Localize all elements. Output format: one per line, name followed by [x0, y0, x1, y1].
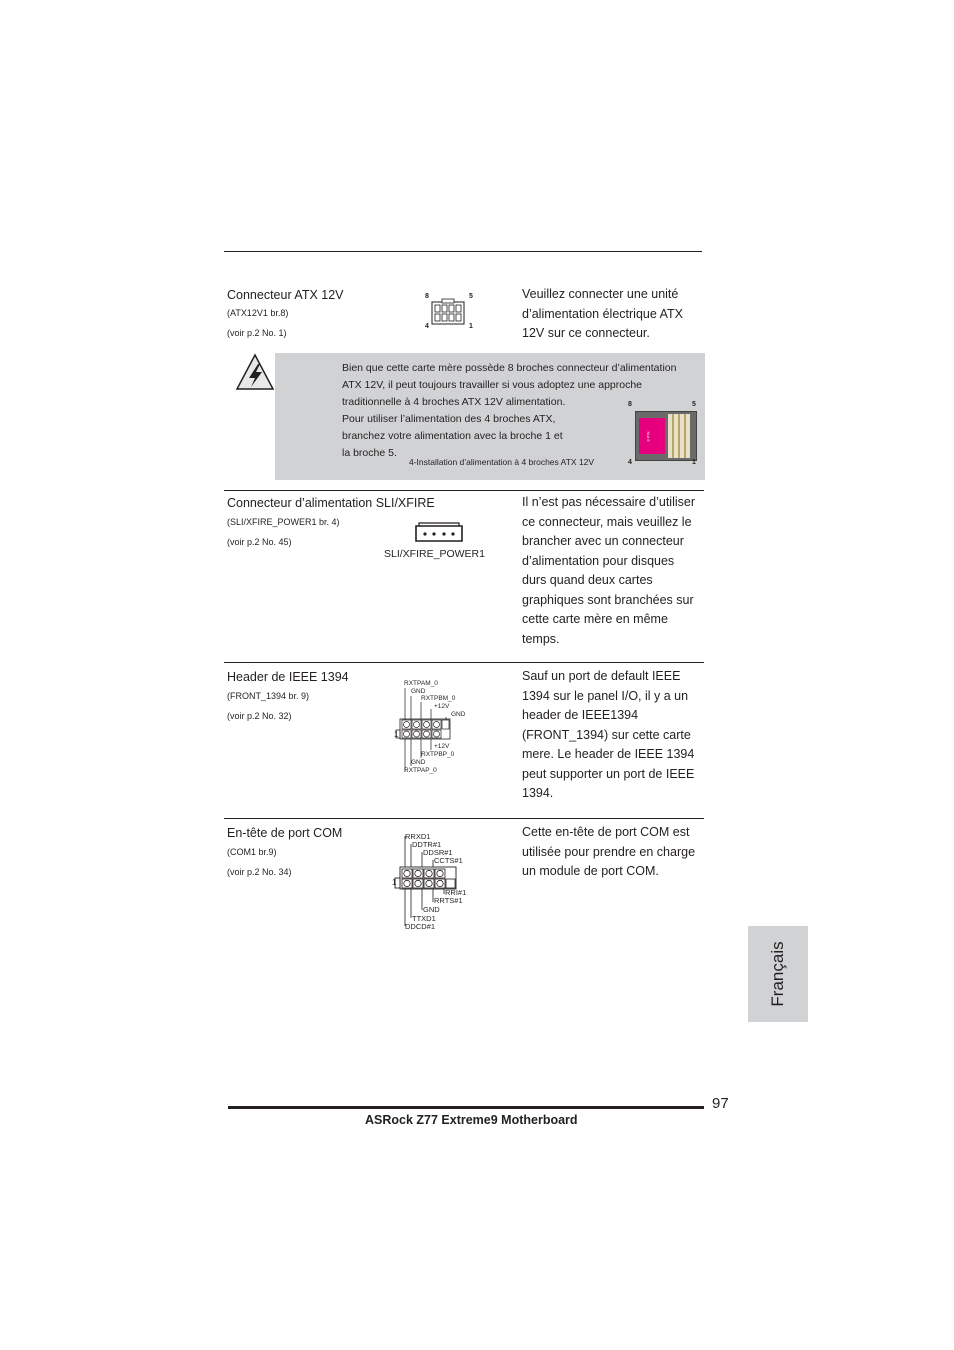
com-description: Cette en-tête de port COM est utilisée pour prendre en charge un module de port COM.: [522, 825, 696, 878]
footer-product: ASRock Z77 Extreme9 Motherboard: [365, 1113, 578, 1127]
com-rule: [224, 818, 704, 819]
atx-pin-8: 8: [425, 293, 429, 300]
ieee-label-rxtpam: RXTPAM_0: [404, 680, 438, 687]
four-pin-installation-photo: [625, 399, 701, 473]
atx12v-ref: (voir p.2 No. 1): [227, 328, 287, 338]
page-number: 97: [712, 1095, 729, 1112]
com-ref: (voir p.2 No. 34): [227, 867, 292, 877]
wire-bundle: [668, 414, 690, 458]
ieee-label-gnd2: GND: [451, 711, 466, 718]
sli-title: Connecteur d’alimentation SLI/XFIRE: [227, 496, 435, 510]
atx-pin-1: 1: [469, 323, 473, 330]
com-label-gnd: GND: [423, 905, 440, 914]
ieee-label-rxtpbm: RXTPBM_0: [421, 695, 456, 702]
ieee-ref: (voir p.2 No. 32): [227, 711, 292, 721]
atx12v-sub: (ATX12V1 br.8): [227, 308, 289, 318]
ieee-label-gnd1: GND: [411, 688, 426, 695]
ieee-label-gnd3: GND: [411, 759, 426, 766]
sli-description: Il n’est pas nécessaire d’utiliser ce connecteur, mais veuillez le brancher avec un connecteur d’alimentation pour disques durs quand deux cartes graphiques sont branchées sur cette carte mère en même temps.: [522, 495, 695, 646]
atx12v-description: Veuillez connecter une unité d’alimentation électrique ATX 12V sur ce connecteur.: [522, 287, 683, 340]
com-label-ttxd: TTXD1: [412, 914, 436, 923]
com-label-ddcd: DDCD#1: [405, 922, 436, 930]
com-header-diagram: [392, 830, 472, 930]
com-label-ddsr: DDSR#1: [423, 848, 453, 857]
photo-pin-8: 8: [628, 401, 632, 408]
com-label-rri: RRI#1: [445, 888, 467, 897]
sli-sub: (SLI/XFIRE_POWER1 br. 4): [227, 517, 340, 527]
note-box: [275, 353, 705, 480]
note-text: Bien que cette carte mère possède 8 broches connecteur d’alimentation ATX 12V, il peut toujours travailler si vous adoptez une approche traditionnelle à 4 broches ATX 12V alimentation. Pour utiliser l’alimentation des 4 broches ATX, branchez votre alimentation avec la broche 1 et la broche 5.: [342, 362, 677, 459]
photo-pin-5: 5: [692, 401, 696, 408]
ieee-description: Sauf un port de default IEEE 1394 sur le panel I/O, il y a un header de IEEE1394 (FRONT_1394) sur cette carte mere. Le header de IEEE 1394 peut supporter un port de IEEE 1394.: [522, 669, 695, 800]
language-tab: [748, 926, 808, 1022]
ieee-label-rxtpap: RXTPAP_0: [404, 767, 437, 774]
com-label-ccts: CCTS#1: [434, 856, 463, 865]
com-sub: (COM1 br.9): [227, 847, 277, 857]
sli-ref: (voir p.2 No. 45): [227, 537, 292, 547]
plug-label: 8 PIN: [645, 431, 651, 442]
atx12v-connector-diagram: [420, 290, 480, 334]
atx-pin-5: 5: [469, 293, 473, 300]
com-label-ddtr: DDTR#1: [412, 840, 442, 849]
ieee-sub: (FRONT_1394 br. 9): [227, 691, 310, 701]
sli-connector-label: SLI/XFIRE_POWER1: [384, 548, 485, 560]
com-label-rrts: RRTS#1: [434, 896, 463, 905]
plug-body: [639, 418, 665, 454]
photo-pin-4: 4: [628, 459, 632, 466]
ieee-label-rxtpbp: RXTPBP_0: [421, 751, 455, 758]
ieee-title: Header de IEEE 1394: [227, 670, 349, 684]
warning-icon: [234, 352, 276, 394]
sli-rule: [224, 490, 704, 491]
ieee-label-12v-top: +12V: [434, 703, 450, 710]
ieee-label-12v-bottom: +12V: [434, 743, 450, 750]
atx12v-title: Connecteur ATX 12V: [227, 288, 344, 302]
ieee-label-pin1: 1: [394, 730, 399, 739]
language-tab-label: Français: [768, 941, 787, 1007]
ieee-rule: [224, 662, 704, 663]
sli-connector-diagram: [413, 522, 465, 544]
photo-pin-1: 1: [692, 459, 696, 466]
atx-pin-4: 4: [425, 323, 429, 330]
connector-photo: [635, 411, 697, 461]
com-label-pin1: 1: [392, 878, 397, 887]
note-caption: 4-Installation d’alimentation à 4 broches ATX 12V: [409, 457, 595, 467]
com-title: En-tête de port COM: [227, 826, 343, 840]
ieee-header-diagram: [394, 678, 474, 778]
top-rule: [224, 251, 702, 252]
footer-rule: [228, 1106, 704, 1109]
com-label-rrxd1: RRXD1: [405, 832, 431, 841]
